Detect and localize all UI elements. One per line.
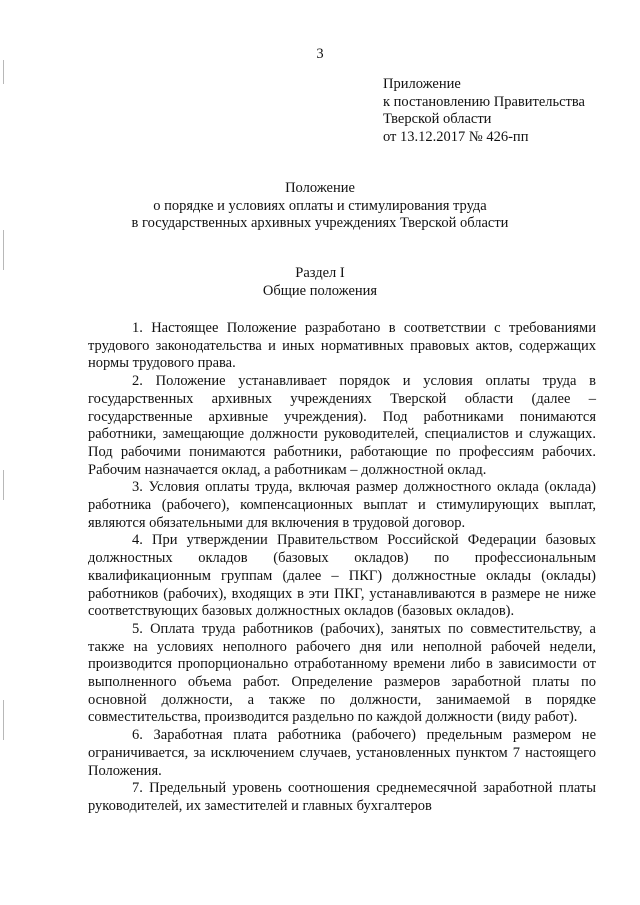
appendix-line: к постановлению Правительства bbox=[383, 93, 585, 110]
scan-edge-mark bbox=[3, 230, 4, 270]
paragraph: 1. Настоящее Положение разработано в соответствии с требованиями трудового законодательства и иных нормативных правовых актов, содержащих нормы трудового права. bbox=[88, 320, 596, 372]
paragraph: 6. Заработная плата работника (рабочего) предельным размером не ограничивается, за исключением случаев, установленных пунктом 7 настоящего Положения. bbox=[88, 727, 596, 779]
appendix-header bbox=[383, 76, 585, 146]
scan-edge-mark bbox=[3, 60, 4, 84]
appendix-line: Приложение bbox=[383, 76, 461, 92]
section-number: Раздел I bbox=[295, 265, 345, 281]
title-line: Положение bbox=[285, 180, 355, 196]
page-number: 3 bbox=[316, 46, 324, 62]
title-line: в государственных архивных учреждениях Тверской области bbox=[131, 215, 509, 231]
paragraph: 7. Предельный уровень соотношения среднемесячной заработной платы руководителей, их заместителей и главных бухгалтеров bbox=[88, 780, 596, 814]
section-name: Общие положения bbox=[262, 282, 378, 299]
title-line: о порядке и условиях оплаты и стимулирования труда bbox=[153, 197, 487, 214]
paragraph: 3. Условия оплаты труда, включая размер должностного оклада (оклада) работника (рабочего), компенсационных выплат и стимулирующих выплат, являются обязательными для включения в трудовой договор. bbox=[88, 479, 596, 531]
appendix-line: Тверской области bbox=[383, 111, 492, 127]
paragraph: 4. При утверждении Правительством Российской Федерации базовых должностных окладов (базовых окладов) по профессиональным квалификационным группам (далее – ПКГ) должностные оклады (оклады) работников (рабочих), входящих в эти ПКГ, устанавливаются в размере не ниже соответствующих базовых должностных окладов (базовых окладов). bbox=[88, 532, 596, 620]
body-text bbox=[88, 320, 596, 816]
document-title bbox=[0, 180, 640, 233]
scan-edge-mark bbox=[3, 470, 4, 500]
paragraph: 5. Оплата труда работников (рабочих), занятых по совместительству, а также на условиях неполного рабочего дня или неполной рабочей недели, производится пропорционально отработанному времени либо в зависимости от выполненного объема работ. Определение размеров заработной платы по основной должности, а также по должности, занимаемой в порядке совместительства, производится раздельно по каждой должности (виду работ). bbox=[88, 620, 596, 726]
scan-edge-mark bbox=[3, 700, 4, 740]
section-heading bbox=[0, 265, 640, 300]
paragraph: 2. Положение устанавливает порядок и условия оплаты труда в государственных архивных учреждениях Тверской области (далее – государственные архивные учреждения). Под работниками понимаются работники, замещающие должности руководителей, специалистов и служащих. Под рабочими понимаются работники, работающие по профессиям рабочих. Рабочим назначается оклад, а работникам – должностной оклад. bbox=[88, 373, 596, 478]
appendix-date-number: от 13.12.2017 № 426-пп bbox=[383, 128, 529, 145]
